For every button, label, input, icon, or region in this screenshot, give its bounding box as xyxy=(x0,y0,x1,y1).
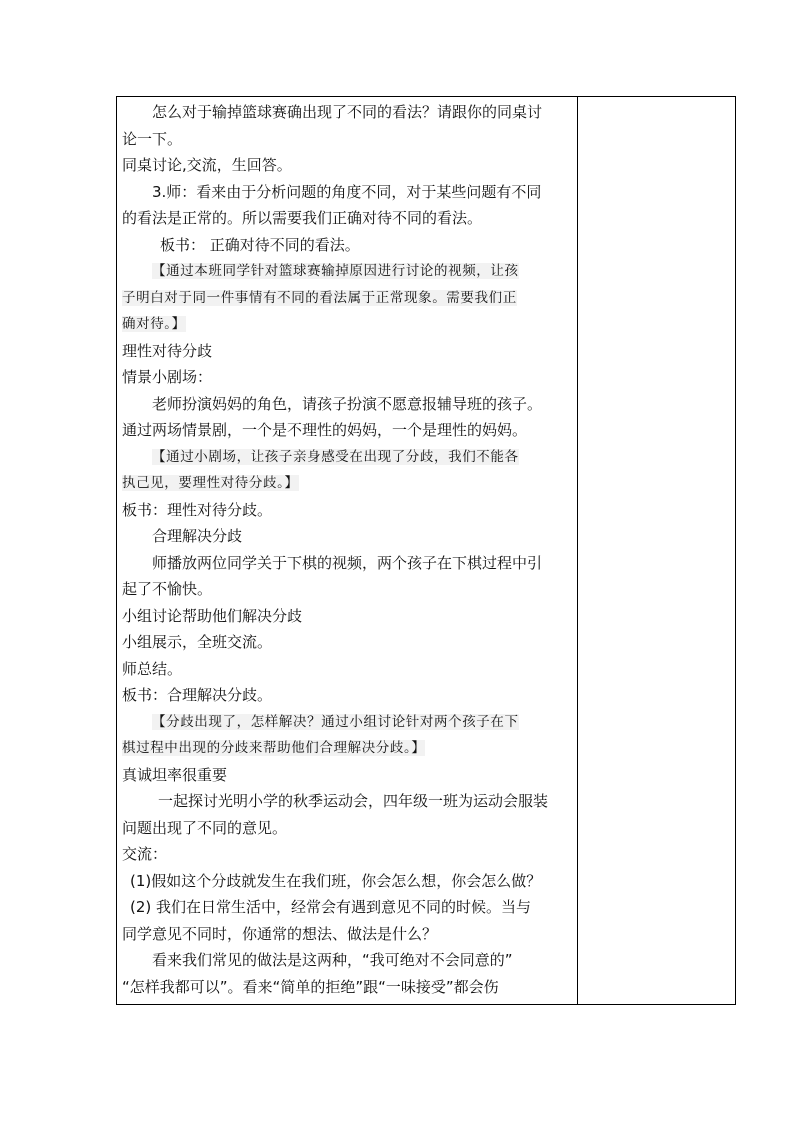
text-line: 师播放两位同学关于下棋的视频，两个孩子在下棋过程中引 xyxy=(152,553,543,572)
board-note: 板书： 正确对待不同的看法。 xyxy=(160,235,360,254)
design-note-line xyxy=(122,735,571,762)
design-note-line xyxy=(122,311,571,338)
teaching-process-cell xyxy=(117,97,578,1005)
text-line: 通过两场情景剧，一个是不理性的妈妈，一个是理性的妈妈。 xyxy=(122,421,528,439)
design-note-line xyxy=(122,470,571,497)
design-note-line xyxy=(122,258,571,285)
text-line: 一起探讨光明小学的秋季运动会，四年级一班为运动会服装 xyxy=(158,792,549,810)
text-line: 老师扮演妈妈的角色，请孩子扮演不愿意报辅导班的孩子。 xyxy=(152,394,543,413)
design-note-text: 【分歧出现了，怎样解决？通过小组讨论针对两个孩子在下 xyxy=(152,713,519,730)
board-note: 板书：合理解决分歧。 xyxy=(122,686,273,704)
text-line: 同桌讨论,交流，生回答。 xyxy=(122,156,292,174)
text-line: 小组讨论帮助他们解决分歧 xyxy=(122,606,303,625)
text-line: 问题出现了不同的意见。 xyxy=(122,818,288,837)
empty-notes-area xyxy=(578,97,735,1004)
text-line: 情景小剧场： xyxy=(122,368,213,386)
text-line: 同学意见不同时，你通常的想法、做法是什么？ xyxy=(122,924,438,943)
text-line: 怎么对于输掉篮球赛确出现了不同的看法？请跟你的同桌讨 xyxy=(152,103,543,121)
text-line: 起了不愉快。 xyxy=(122,580,213,598)
text-line: “怎样我都可以”。看来“简单的拒绝”跟“一味接受”都会伤 xyxy=(122,977,499,996)
text-line: (2) 我们在日常生活中，经常会有遇到意见不同的时候。当与 xyxy=(130,898,532,916)
design-note-text: 执己见，要理性对待分歧。】 xyxy=(122,475,299,491)
notes-cell xyxy=(578,97,736,1005)
text-line: (1)假如这个分歧就发生在我们班，你会怎么想，你会怎么做？ xyxy=(130,871,542,890)
text-line: 3.师：看来由于分析问题的角度不同，对于某些问题有不同 xyxy=(152,182,542,201)
design-note-text: 【通过小剧场，让孩子亲身感受在出现了分歧，我们不能各 xyxy=(152,448,519,465)
text-line: 看来我们常见的做法是这两种，“我可绝对不会同意的” xyxy=(152,951,513,969)
design-note-text: 确对待。】 xyxy=(122,316,186,332)
cell-content xyxy=(117,97,577,1000)
text-line: 师总结。 xyxy=(122,659,183,678)
section-heading: 真诚坦率很重要 xyxy=(122,765,228,784)
text-line: 的看法是正常的。所以需要我们正确对待不同的看法。 xyxy=(122,209,483,227)
text-line: 论一下。 xyxy=(122,129,183,148)
section-heading: 合理解决分歧 xyxy=(152,527,243,545)
text-line: 交流： xyxy=(122,845,168,863)
design-note-line xyxy=(122,709,571,736)
section-heading: 理性对待分歧 xyxy=(122,341,213,360)
design-note-line xyxy=(122,285,571,312)
design-note-text: 【通过本班同学针对篮球赛输掉原因进行讨论的视频，让孩 xyxy=(152,263,519,279)
lesson-plan-table xyxy=(116,96,736,1005)
design-note-text: 棋过程中出现的分歧来帮助他们合理解决分歧。】 xyxy=(122,740,426,756)
design-note-text: 子明白对于同一件事情有不同的看法属于正常现象。需要我们正 xyxy=(122,289,517,306)
table-row xyxy=(117,97,736,1005)
board-note: 板书：理性对待分歧。 xyxy=(122,500,273,519)
text-line: 小组展示，全班交流。 xyxy=(122,633,273,651)
design-note-line xyxy=(122,444,571,471)
